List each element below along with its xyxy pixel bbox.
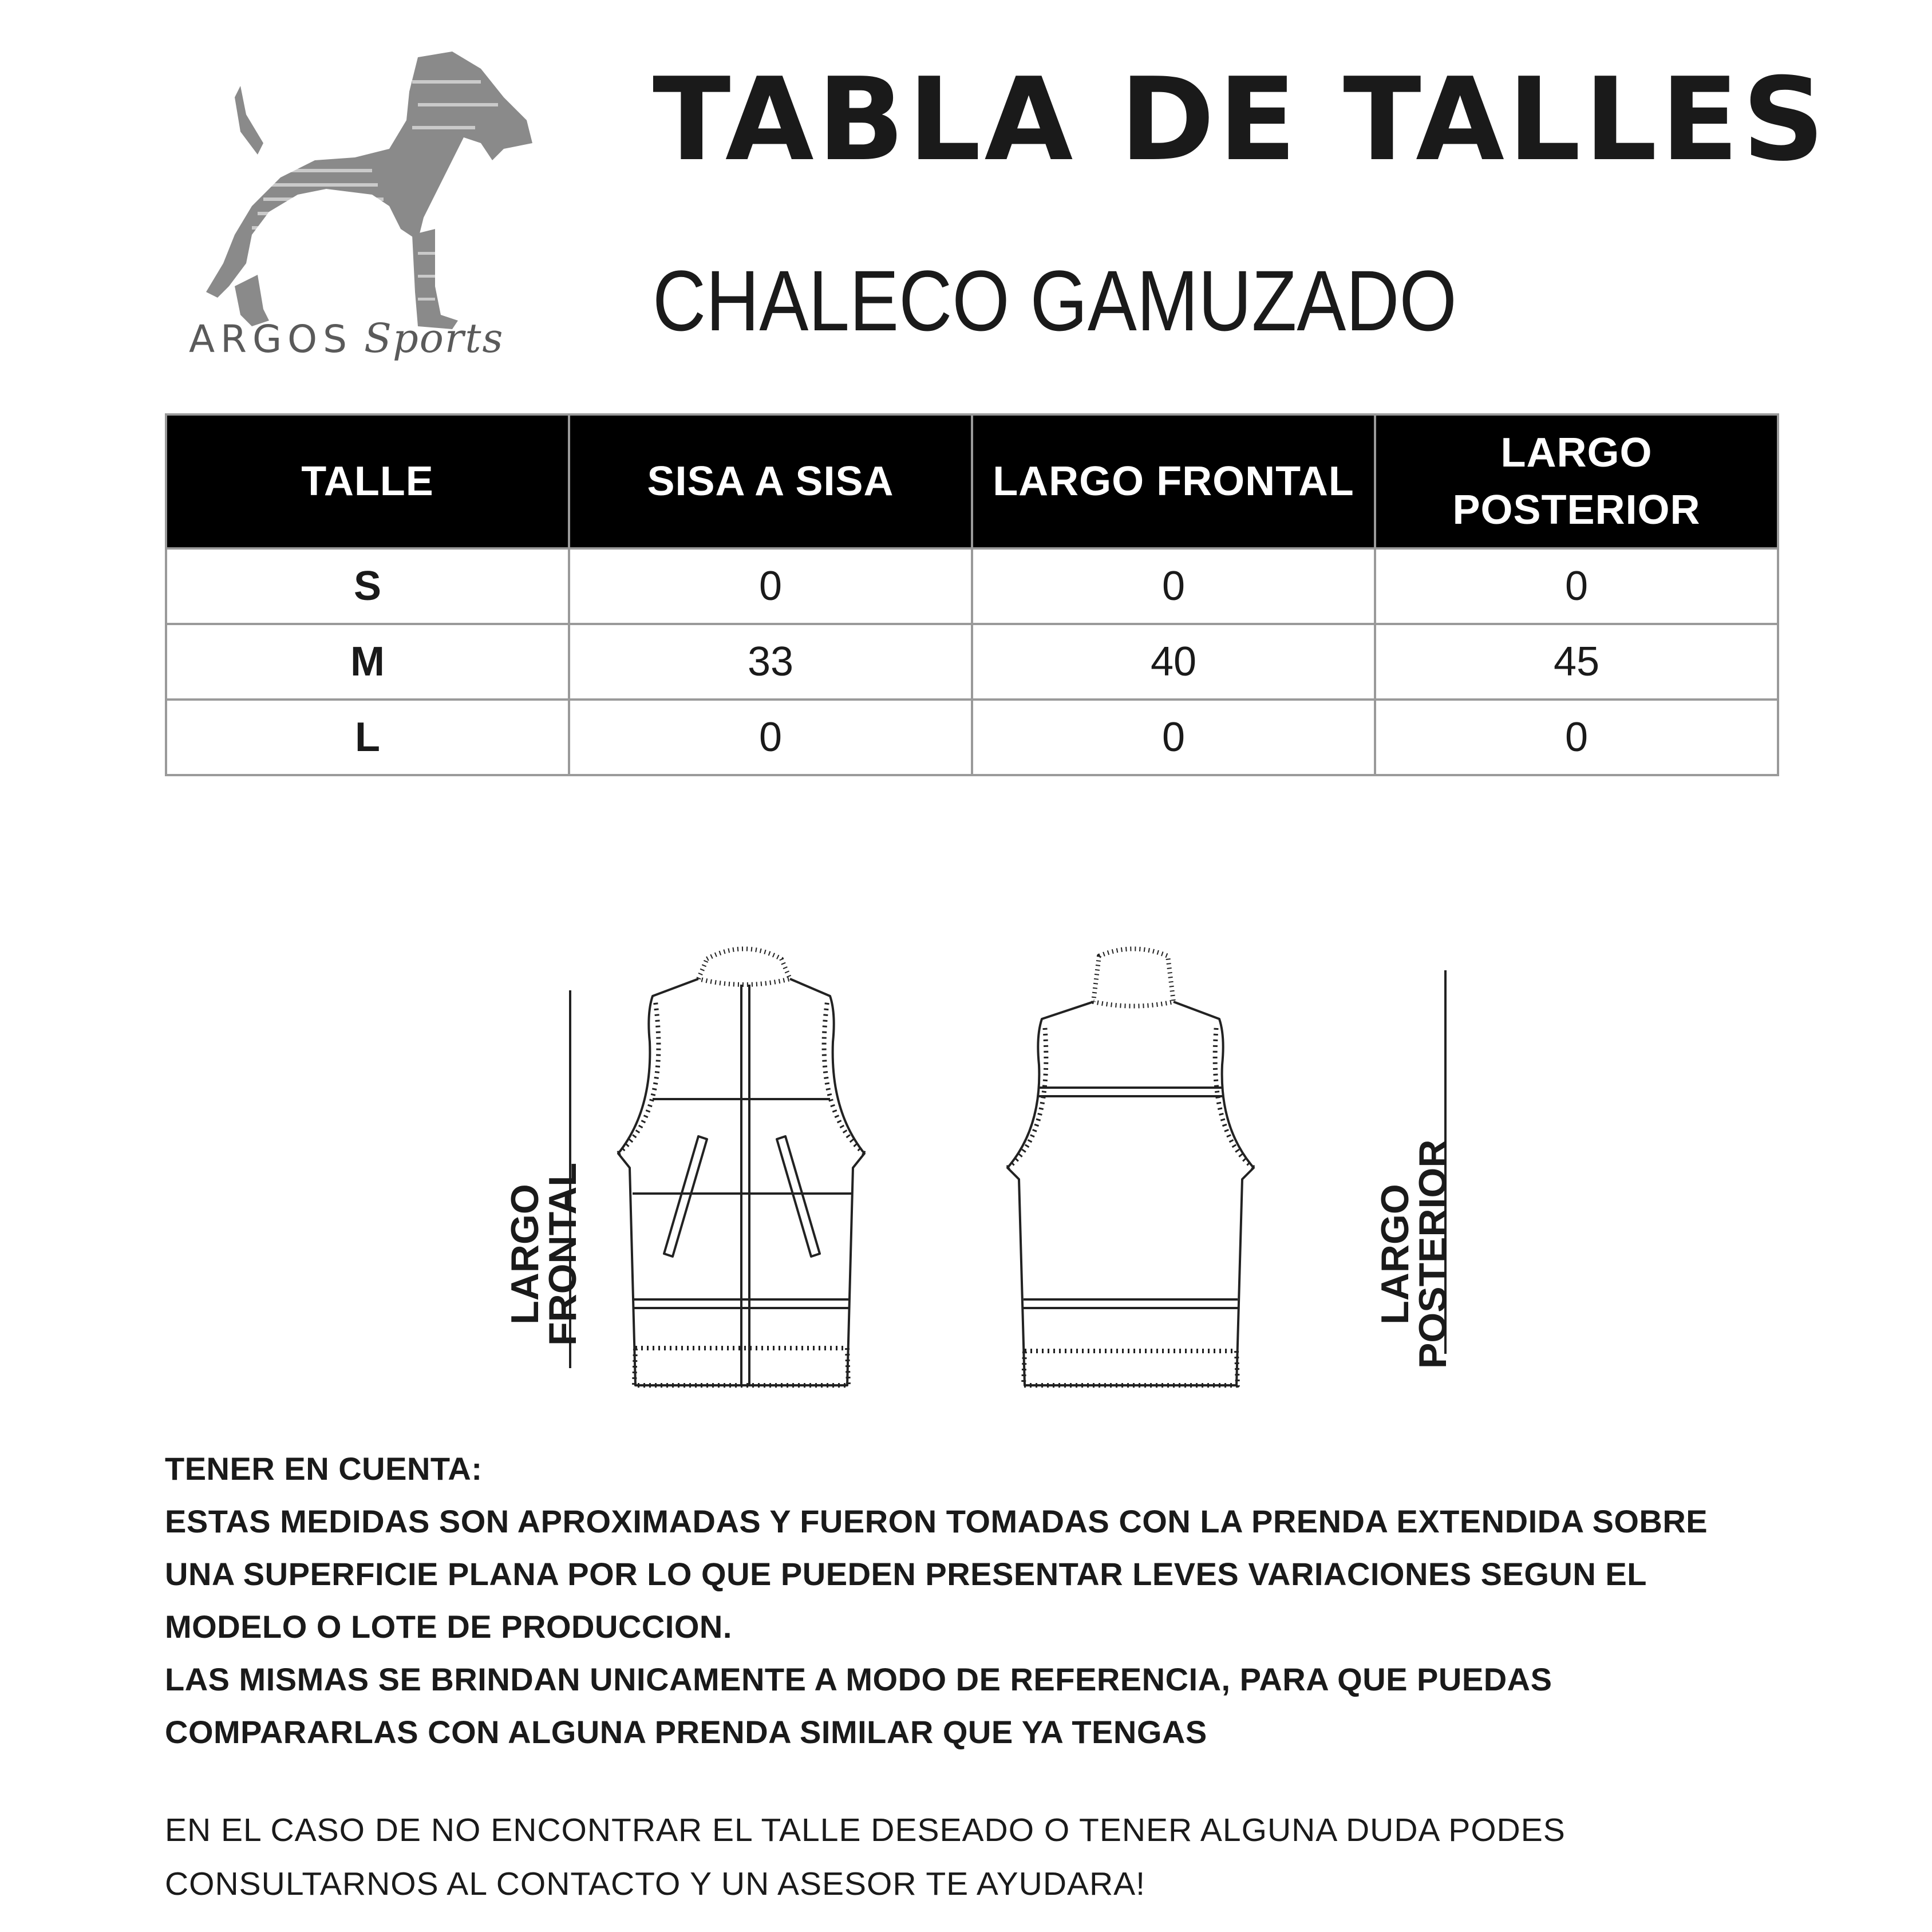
back-length-label: LARGO POSTERIOR bbox=[1373, 1139, 1455, 1369]
frontal-cell: 0 bbox=[972, 700, 1375, 775]
brand-wordmark bbox=[189, 315, 555, 366]
brand-script: Sports bbox=[364, 315, 504, 362]
table-header-row bbox=[166, 414, 1778, 548]
frontal-cell: 40 bbox=[972, 624, 1375, 700]
posterior-cell: 45 bbox=[1375, 624, 1778, 700]
table-row bbox=[166, 548, 1778, 624]
size-cell: L bbox=[166, 700, 569, 775]
posterior-cell: 0 bbox=[1375, 548, 1778, 624]
size-table bbox=[165, 413, 1779, 776]
size-cell: S bbox=[166, 548, 569, 624]
notes-paragraph-1: ESTAS MEDIDAS SON APROXIMADAS Y FUERON TOMADAS CON LA PRENDA EXTENDIDA SOBRE UNA SUPERFICIE PLANA POR LO QUE PUEDEN PRESENTAR LEVES VARIACIONES SEGUN EL MODELO O LOTE DE PRODUCCION. bbox=[165, 1503, 1708, 1645]
front-length-label: LARGO FRONTAL bbox=[503, 1163, 584, 1346]
page-title: TABLA DE TALLES bbox=[653, 53, 1828, 187]
measurement-notes bbox=[165, 1443, 1779, 1759]
sisa-cell: 0 bbox=[569, 700, 972, 775]
frontal-cell: 0 bbox=[972, 548, 1375, 624]
contact-text: EN EL CASO DE NO ENCONTRAR EL TALLE DESEADO O TENER ALGUNA DUDA PODES CONSULTARNOS AL CONTACTO Y UN ASESOR TE AYUDARA! bbox=[165, 1812, 1566, 1902]
notes-heading: TENER EN CUENTA: bbox=[165, 1451, 483, 1487]
product-subtitle: CHALECO GAMUZADO bbox=[653, 252, 1457, 349]
sisa-cell: 33 bbox=[569, 624, 972, 700]
back-vest-icon bbox=[1008, 949, 1254, 1386]
contact-note bbox=[165, 1803, 1796, 1911]
column-header-largo-posterior: LARGO POSTERIOR bbox=[1375, 414, 1778, 548]
brand-name: ARGOS bbox=[189, 317, 353, 361]
notes-paragraph-2: LAS MISMAS SE BRINDAN UNICAMENTE A MODO DE REFERENCIA, PARA QUE PUEDAS COMPARARLAS CON ALGUNA PRENDA SIMILAR QUE YA TENGAS bbox=[165, 1661, 1552, 1750]
table-row bbox=[166, 700, 1778, 775]
vest-diagram bbox=[481, 927, 1465, 1408]
front-vest-icon bbox=[618, 949, 864, 1386]
column-header-sisa: SISA A SISA bbox=[569, 414, 972, 548]
size-cell: M bbox=[166, 624, 569, 700]
sisa-cell: 0 bbox=[569, 548, 972, 624]
posterior-cell: 0 bbox=[1375, 700, 1778, 775]
column-header-talle: TALLE bbox=[166, 414, 569, 548]
table-row bbox=[166, 624, 1778, 700]
column-header-largo-frontal: LARGO FRONTAL bbox=[972, 414, 1375, 548]
